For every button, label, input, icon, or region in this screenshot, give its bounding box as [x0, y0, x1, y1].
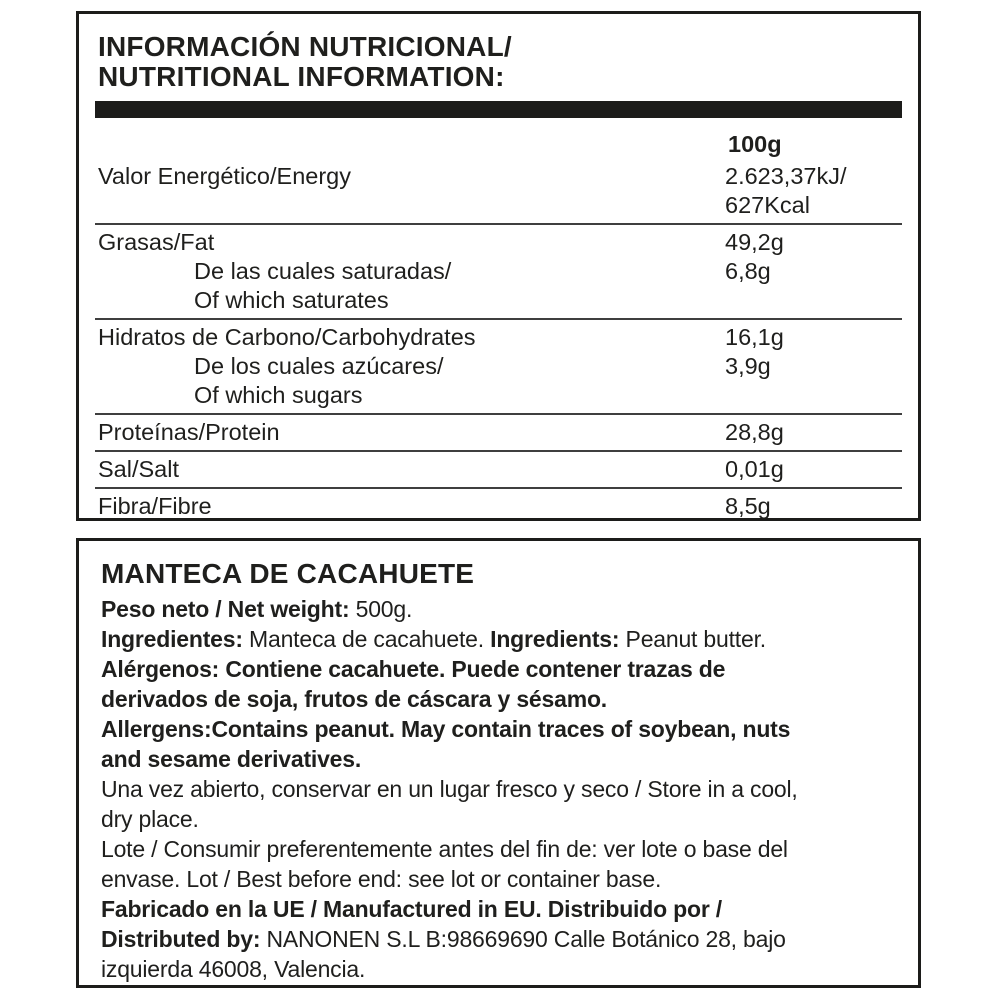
- product-text-line: [101, 894, 902, 924]
- nutrient-value: 0,01g: [725, 456, 784, 482]
- nutrition-row: [95, 257, 902, 286]
- nutrient-label: Of which saturates: [194, 287, 389, 313]
- product-text-bold-segment: Peso neto / Net weight:: [101, 596, 350, 622]
- nutrient-value: 28,8g: [725, 419, 784, 445]
- product-text-bold-segment: Alérgenos: Contiene cacahuete. Puede contener trazas de: [101, 656, 726, 682]
- product-text: [79, 541, 918, 984]
- nutrition-row: [95, 381, 902, 410]
- nutrient-value: 8,5g: [725, 493, 771, 519]
- product-text-segment: izquierda 46008, Valencia.: [101, 956, 366, 982]
- product-text-line: [101, 684, 902, 714]
- nutrition-row: [95, 286, 902, 315]
- nutrient-value: 16,1g: [725, 324, 784, 350]
- nutrition-group: [95, 320, 902, 415]
- black-divider-bar: [95, 101, 902, 118]
- nutrient-label: Sal/Salt: [98, 456, 179, 482]
- nutrient-label: De las cuales saturadas/: [194, 258, 452, 284]
- nutrition-facts-panel: [76, 11, 921, 521]
- nutrition-row: [95, 352, 902, 381]
- product-text-segment: Lote / Consumir preferentemente antes del fin de: ver lote o base del: [101, 836, 788, 862]
- nutrient-label: Hidratos de Carbono/Carbohydrates: [98, 324, 476, 350]
- product-text-segment: Una vez abierto, conservar en un lugar fresco y seco / Store in a cool,: [101, 776, 798, 802]
- product-text-line: [101, 954, 902, 984]
- product-text-bold-segment: Allergens:Contains peanut. May contain traces of soybean, nuts: [101, 716, 791, 742]
- product-text-segment: Manteca de cacahuete.: [242, 626, 491, 652]
- product-text-line: [101, 714, 902, 744]
- product-text-line: [101, 744, 902, 774]
- nutrition-row: [95, 162, 902, 220]
- nutrition-row: [95, 228, 902, 257]
- product-text-segment: envase. Lot / Best before end: see lot or container base.: [101, 866, 662, 892]
- product-text-bold-segment: Fabricado en la UE / Manufactured in EU. Distribuido por /: [101, 896, 722, 922]
- nutrition-title-line-es: INFORMACIÓN NUTRICIONAL/: [98, 31, 512, 62]
- product-text-segment: 500g.: [349, 596, 413, 622]
- nutrient-label: Grasas/Fat: [98, 229, 215, 255]
- nutrition-row: [95, 455, 902, 484]
- nutrition-group: [95, 415, 902, 452]
- product-info-panel: [76, 538, 921, 988]
- nutrient-value: 49,2g: [725, 229, 784, 255]
- product-text-segment: Peanut butter.: [619, 626, 766, 652]
- serving-size-column-header: 100g: [728, 131, 782, 157]
- nutrition-table: [95, 130, 902, 521]
- product-text-bold-segment: Ingredients:: [490, 626, 620, 652]
- nutrition-group: [95, 489, 902, 521]
- product-text-bold-segment: and sesame derivatives.: [101, 746, 362, 772]
- nutrition-panel-title: [95, 14, 902, 92]
- nutrition-row: [95, 418, 902, 447]
- product-text-line: [101, 834, 902, 864]
- product-text-line: [101, 654, 902, 684]
- product-text-line: [101, 864, 902, 894]
- nutrition-row: [95, 492, 902, 521]
- nutrient-value: 6,8g: [725, 258, 771, 284]
- product-text-line: [101, 624, 902, 654]
- product-text-bold-segment: derivados de soja, frutos de cáscara y sésamo.: [101, 686, 607, 712]
- product-title: [101, 554, 902, 594]
- product-text-line: [101, 774, 902, 804]
- product-text-line: [101, 594, 902, 624]
- nutrition-group: [95, 159, 902, 225]
- product-text-segment: NANONEN S.L B:98669690 Calle Botánico 28, bajo: [260, 926, 786, 952]
- nutrition-group: [95, 225, 902, 320]
- nutrient-label: De los cuales azúcares/: [194, 353, 444, 379]
- nutrient-value: 2.623,37kJ/ 627Kcal: [725, 163, 847, 218]
- nutrient-label: Valor Energético/Energy: [98, 163, 351, 189]
- product-text-bold-segment: MANTECA DE CACAHUETE: [101, 558, 475, 589]
- product-text-line: [101, 924, 902, 954]
- product-text-bold-segment: Ingredientes:: [101, 626, 243, 652]
- product-text-bold-segment: Distributed by:: [101, 926, 261, 952]
- nutrient-label: Of which sugars: [194, 382, 363, 408]
- nutrient-label: Proteínas/Protein: [98, 419, 280, 445]
- nutrient-value: 3,9g: [725, 353, 771, 379]
- nutrition-row: [95, 323, 902, 352]
- nutrition-group: [95, 452, 902, 489]
- nutrition-title-line-en: NUTRITIONAL INFORMATION:: [98, 61, 505, 92]
- nutrition-panel-content: [95, 14, 902, 521]
- product-text-line: [101, 804, 902, 834]
- nutrient-value: [725, 286, 902, 315]
- nutrient-value: [725, 381, 902, 410]
- nutrient-label: Fibra/Fibre: [98, 493, 212, 519]
- product-text-segment: dry place.: [101, 806, 199, 832]
